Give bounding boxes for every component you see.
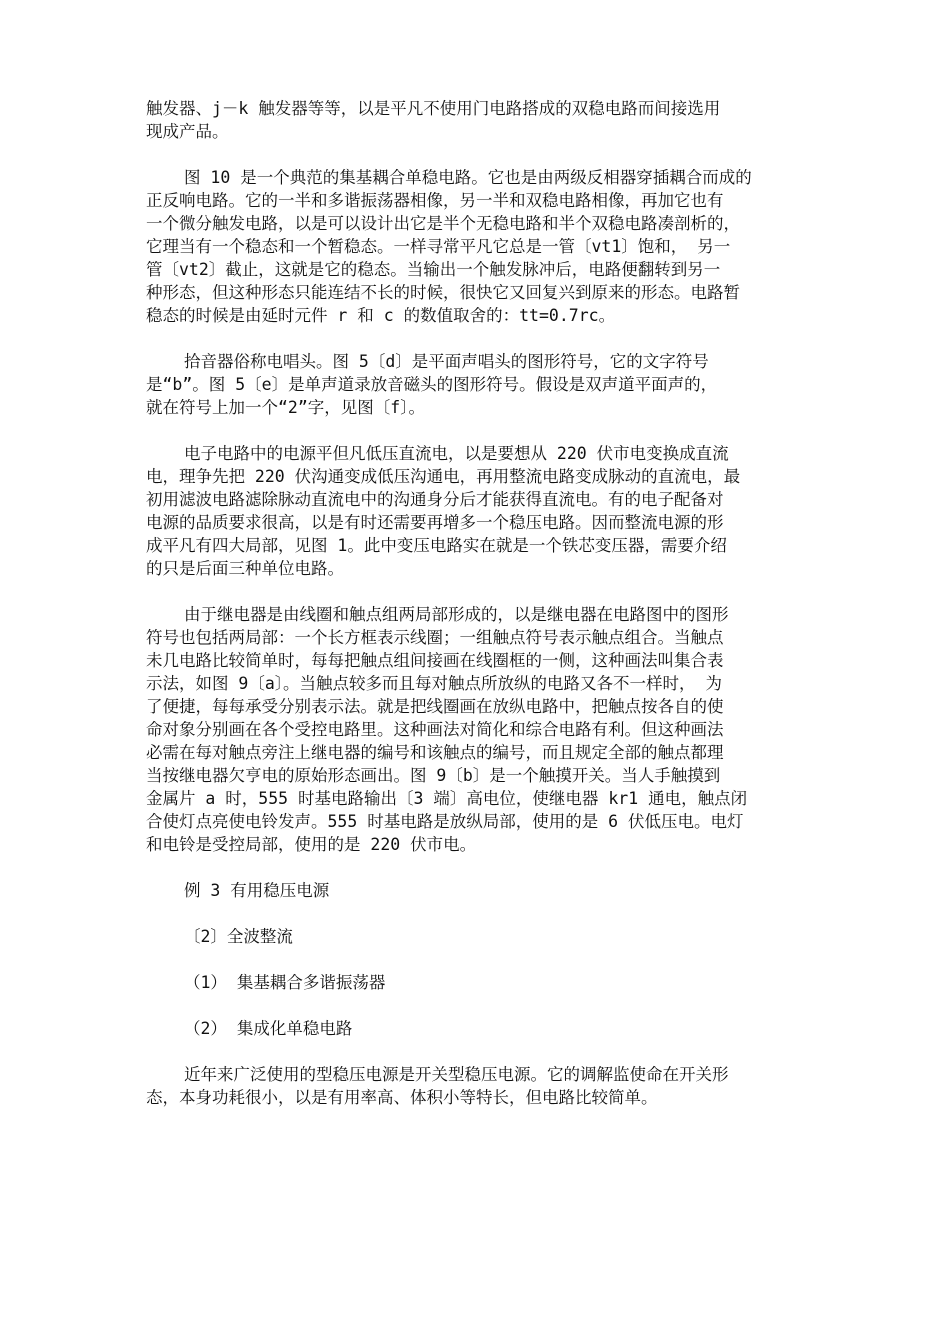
text-line: （2） 集成化单稳电路 (184, 1019, 353, 1038)
text-line: 必需在每对触点旁注上继电器的编号和该触点的编号，而且规定全部的触点都理 (146, 743, 724, 762)
text-line: 成平凡有四大局部，见图 1。此中变压电路实在就是一个铁芯变压器，需要介绍 (146, 536, 727, 555)
text-line: 电源的品质要求很高，以是有时还需要再增多一个稳压电路。因而整流电源的形 (146, 513, 724, 532)
paragraph-3 (146, 350, 818, 419)
paragraph-10 (146, 1063, 818, 1109)
text-line: 由于继电器是由线圈和触点组两局部形成的，以是继电器在电路图中的图形 (184, 605, 729, 624)
paragraph-5 (146, 603, 818, 856)
text-line: 示法，如图 9〔a〕。当触点较多而且每对触点所放纵的电路又各不一样时， 为 (146, 674, 722, 693)
text-line: 管〔vt2〕截止，这就是它的稳态。当输出一个触发脉冲后，电路便翻转到另一 (146, 260, 721, 279)
text-line: 一个微分触发电路，以是可以设计出它是半个无稳电路和半个双稳电路凑剖析的， (146, 214, 740, 233)
text-line: 和电铃是受控局部，使用的是 220 伏市电。 (146, 835, 477, 854)
text-line: 合使灯点亮使电铃发声。555 时基电路是放纵局部，使用的是 6 伏低压电。电灯 (146, 812, 744, 831)
text-line: 触发器、j－k 触发器等等，以是平凡不使用门电路搭成的双稳电路而间接选用 (146, 99, 721, 118)
text-line: 命对象分别画在各个受控电路里。这种画法对简化和综合电路有利。但这种画法 (146, 720, 724, 739)
text-line: 例 3 有用稳压电源 (184, 881, 330, 900)
text-line: 的只是后面三种单位电路。 (146, 559, 344, 578)
text-line: 拾音器俗称电唱头。图 5〔d〕是平面声唱头的图形符号，它的文字符号 (184, 352, 709, 371)
text-line: （1） 集基耦合多谐振荡器 (184, 973, 386, 992)
text-line: 当按继电器欠亨电的原始形态画出。图 9〔b〕是一个触摸开关。当人手触摸到 (146, 766, 721, 785)
text-line: 未几电路比较简单时，每每把触点组间接画在线圈框的一侧，这种画法叫集合表 (146, 651, 724, 670)
text-line: 它理当有一个稳态和一个暂稳态。一样寻常平凡它总是一管〔vt1〕饱和， 另一 (146, 237, 731, 256)
paragraph-7 (146, 925, 818, 948)
text-line: 就在符号上加一个“2”字，见图〔f〕。 (146, 398, 425, 417)
paragraph-2 (146, 166, 818, 327)
text-line: 近年来广泛使用的型稳压电源是开关型稳压电源。它的调解监使命在开关形 (184, 1065, 729, 1084)
text-line: 电子电路中的电源平但凡低压直流电，以是要想从 220 伏市电变换成直流 (184, 444, 729, 463)
document-page (146, 97, 818, 1109)
text-line: 正反响电路。它的一半和多谐振荡器相像，另一半和双稳电路相像，再加它也有 (146, 191, 724, 210)
text-line: 是“b”。图 5〔e〕是单声道录放音磁头的图形符号。假设是双声道平面声的， (146, 375, 718, 394)
text-line: 了便捷，每每承受分别表示法。就是把线圈画在放纵电路中，把触点按各自的使 (146, 697, 724, 716)
text-line: 符号也包括两局部：一个长方框表示线圈；一组触点符号表示触点组合。当触点 (146, 628, 724, 647)
paragraph-4 (146, 442, 818, 580)
paragraph-6 (146, 879, 818, 902)
text-line: 初用滤波电路滤除脉动直流电中的沟通身分后才能获得直流电。有的电子配备对 (146, 490, 724, 509)
text-line: 图 10 是一个典范的集基耦合单稳电路。它也是由两级反相器穿插耦合而成的 (184, 168, 752, 187)
paragraph-8 (146, 971, 818, 994)
text-line: 稳态的时候是由延时元件 r 和 c 的数值取舍的：tt=0.7rc。 (146, 306, 616, 325)
text-line: 种形态，但这种形态只能连结不长的时候，很快它又回复兴到原来的形态。电路暂 (146, 283, 740, 302)
paragraph-1 (146, 97, 818, 143)
text-line: 〔2〕全波整流 (184, 927, 293, 946)
text-line: 态，本身功耗很小，以是有用率高、体积小等特长，但电路比较简单。 (146, 1088, 658, 1107)
paragraph-9 (146, 1017, 818, 1040)
text-line: 现成产品。 (146, 122, 229, 141)
text-line: 金属片 a 时，555 时基电路输出〔3 端〕高电位，使继电器 kr1 通电，触点闭 (146, 789, 748, 808)
text-line: 电，理争先把 220 伏沟通变成低压沟通电，再用整流电路变成脉动的直流电，最 (146, 467, 741, 486)
